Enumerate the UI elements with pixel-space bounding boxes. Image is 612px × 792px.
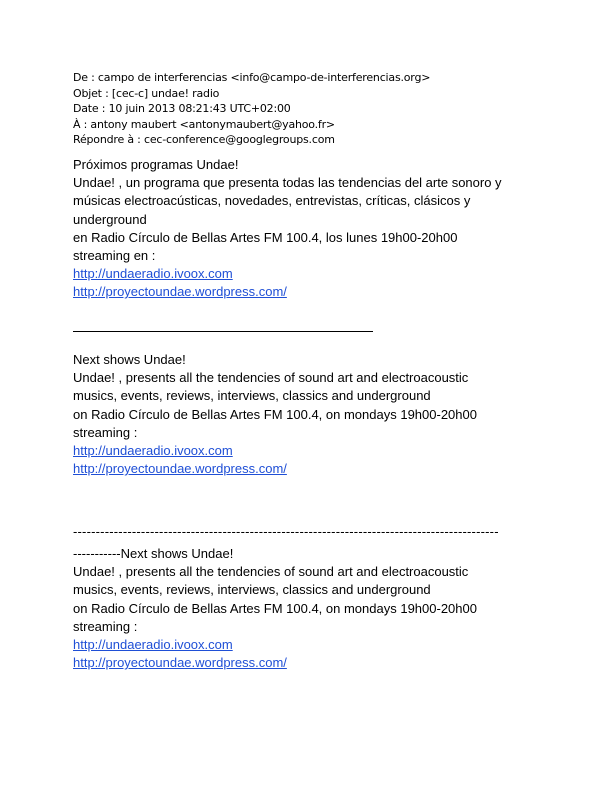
paragraph-line: on Radio Círculo de Bellas Artes FM 100.4, on mondays 19h00-20h00	[73, 600, 477, 616]
wordpress-link[interactable]: http://proyectoundae.wordpress.com/	[73, 461, 287, 477]
paragraph-line: streaming en :	[73, 248, 156, 264]
ivoox-link[interactable]: http://undaeradio.ivoox.com	[73, 637, 233, 653]
paragraph-line: músicas electroacústicas, novedades, entrevistas, críticas, clásicos y	[73, 193, 471, 209]
section-title: Próximos programas Undae!	[73, 157, 239, 172]
section-english	[73, 351, 477, 478]
section-title: Next shows Undae!	[73, 352, 186, 367]
paragraph-line: on Radio Círculo de Bellas Artes FM 100.4, on mondays 19h00-20h00	[73, 406, 477, 422]
section-spanish	[73, 156, 502, 302]
header-date: Date : 10 juin 2013 08:21:43 UTC+02:00	[73, 102, 291, 115]
paragraph-line: Undae! , presents all the tendencies of sound art and electroacoustic	[73, 370, 469, 386]
ivoox-link[interactable]: http://undaeradio.ivoox.com	[73, 266, 233, 282]
ivoox-link[interactable]: http://undaeradio.ivoox.com	[73, 443, 233, 459]
paragraph-line: musics, events, reviews, interviews, classics and underground	[73, 388, 431, 404]
paragraph-line: streaming :	[73, 424, 138, 440]
paragraph-line: Undae! , presents all the tendencies of sound art and electroacoustic	[73, 564, 469, 580]
paragraph-line: en Radio Círculo de Bellas Artes FM 100.4, los lunes 19h00-20h00	[73, 229, 458, 245]
header-subject: Objet : [cec-c] undae! radio	[73, 86, 220, 100]
wordpress-link[interactable]: http://proyectoundae.wordpress.com/	[73, 655, 287, 671]
horizontal-divider	[73, 331, 373, 332]
paragraph-line: streaming :	[73, 618, 138, 634]
dashed-separator: ----------------------------------------------------------------------------------------------	[73, 524, 499, 539]
section-english-repeat	[73, 545, 477, 672]
section-title: -----------Next shows Undae!	[73, 546, 234, 561]
paragraph-line: underground	[73, 211, 147, 227]
wordpress-link[interactable]: http://proyectoundae.wordpress.com/	[73, 284, 287, 300]
header-to: À : antony maubert <antonymaubert@yahoo.fr>	[73, 117, 335, 131]
header-from: De : campo de interferencias <info@campo-de-interferencias.org>	[73, 71, 431, 84]
header-reply-to: Répondre à : cec-conference@googlegroups.com	[73, 133, 335, 146]
paragraph-line: musics, events, reviews, interviews, classics and underground	[73, 582, 431, 598]
email-header	[73, 70, 430, 148]
paragraph-line: Undae! , un programa que presenta todas las tendencias del arte sonoro y	[73, 175, 502, 191]
